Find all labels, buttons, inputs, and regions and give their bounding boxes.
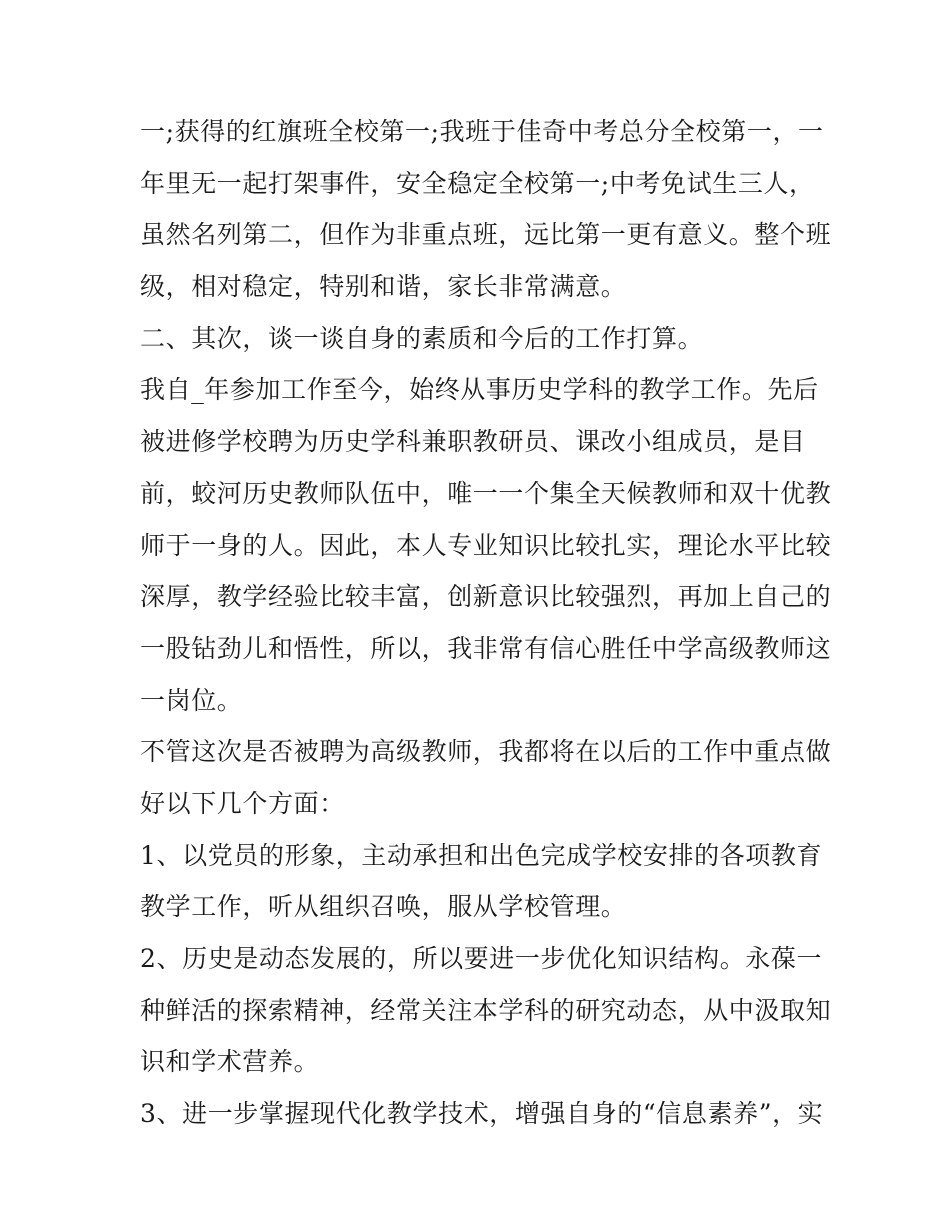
text-line: 种鲜活的探索精神，经常关注本学科的研究动态，从中汲取知	[140, 995, 832, 1025]
list-item-3: 3、进一步掌握现代化教学技术，增强自身的“信息素养”，实	[140, 1099, 824, 1129]
section-heading: 二、其次，谈一谈自身的素质和今后的工作打算。	[140, 323, 704, 353]
text-line: 识和学术营养。	[140, 1047, 320, 1077]
text-line: 我自_年参加工作至今，始终从事历史学科的教学工作。先后	[140, 375, 819, 405]
text-line: 年里无一起打架事件，安全稳定全校第一;中考免试生三人，	[140, 168, 815, 198]
text-line: 一岗位。	[140, 685, 243, 715]
text-line: 级，相对稳定，特别和谐，家长非常满意。	[140, 272, 627, 302]
text-line: 前，蛟河历史教师队伍中，唯一一个集全天候教师和双十优教	[140, 478, 832, 508]
text-line: 一;获得的红旗班全校第一;我班于佳奇中考总分全校第一，一	[140, 117, 824, 146]
list-item-2: 2、历史是动态发展的，所以要进一步优化知识结构。永葆一	[140, 944, 823, 973]
document-body	[140, 106, 832, 1140]
text-line: 教学工作，听从组织召唤，服从学校管理。	[140, 892, 627, 922]
text-line: 一股钻劲儿和悟性，所以，我非常有信心胜任中学高级教师这	[140, 633, 832, 663]
text-line: 虽然名列第二，但作为非重点班，远比第一更有意义。整个班	[140, 220, 832, 250]
text-line: 深厚，教学经验比较丰富，创新意识比较强烈，再加上自己的	[140, 582, 832, 612]
text-line: 好以下几个方面：	[140, 788, 345, 818]
text-line: 不管这次是否被聘为高级教师，我都将在以后的工作中重点做	[140, 737, 832, 767]
text-line: 师于一身的人。因此，本人专业知识比较扎实，理论水平比较	[140, 530, 832, 560]
list-item-1: 1、以党员的形象，主动承担和出色完成学校安排的各项教育	[140, 840, 823, 870]
text-line: 被进修学校聘为历史学科兼职教研员、课改小组成员，是目	[140, 427, 806, 457]
